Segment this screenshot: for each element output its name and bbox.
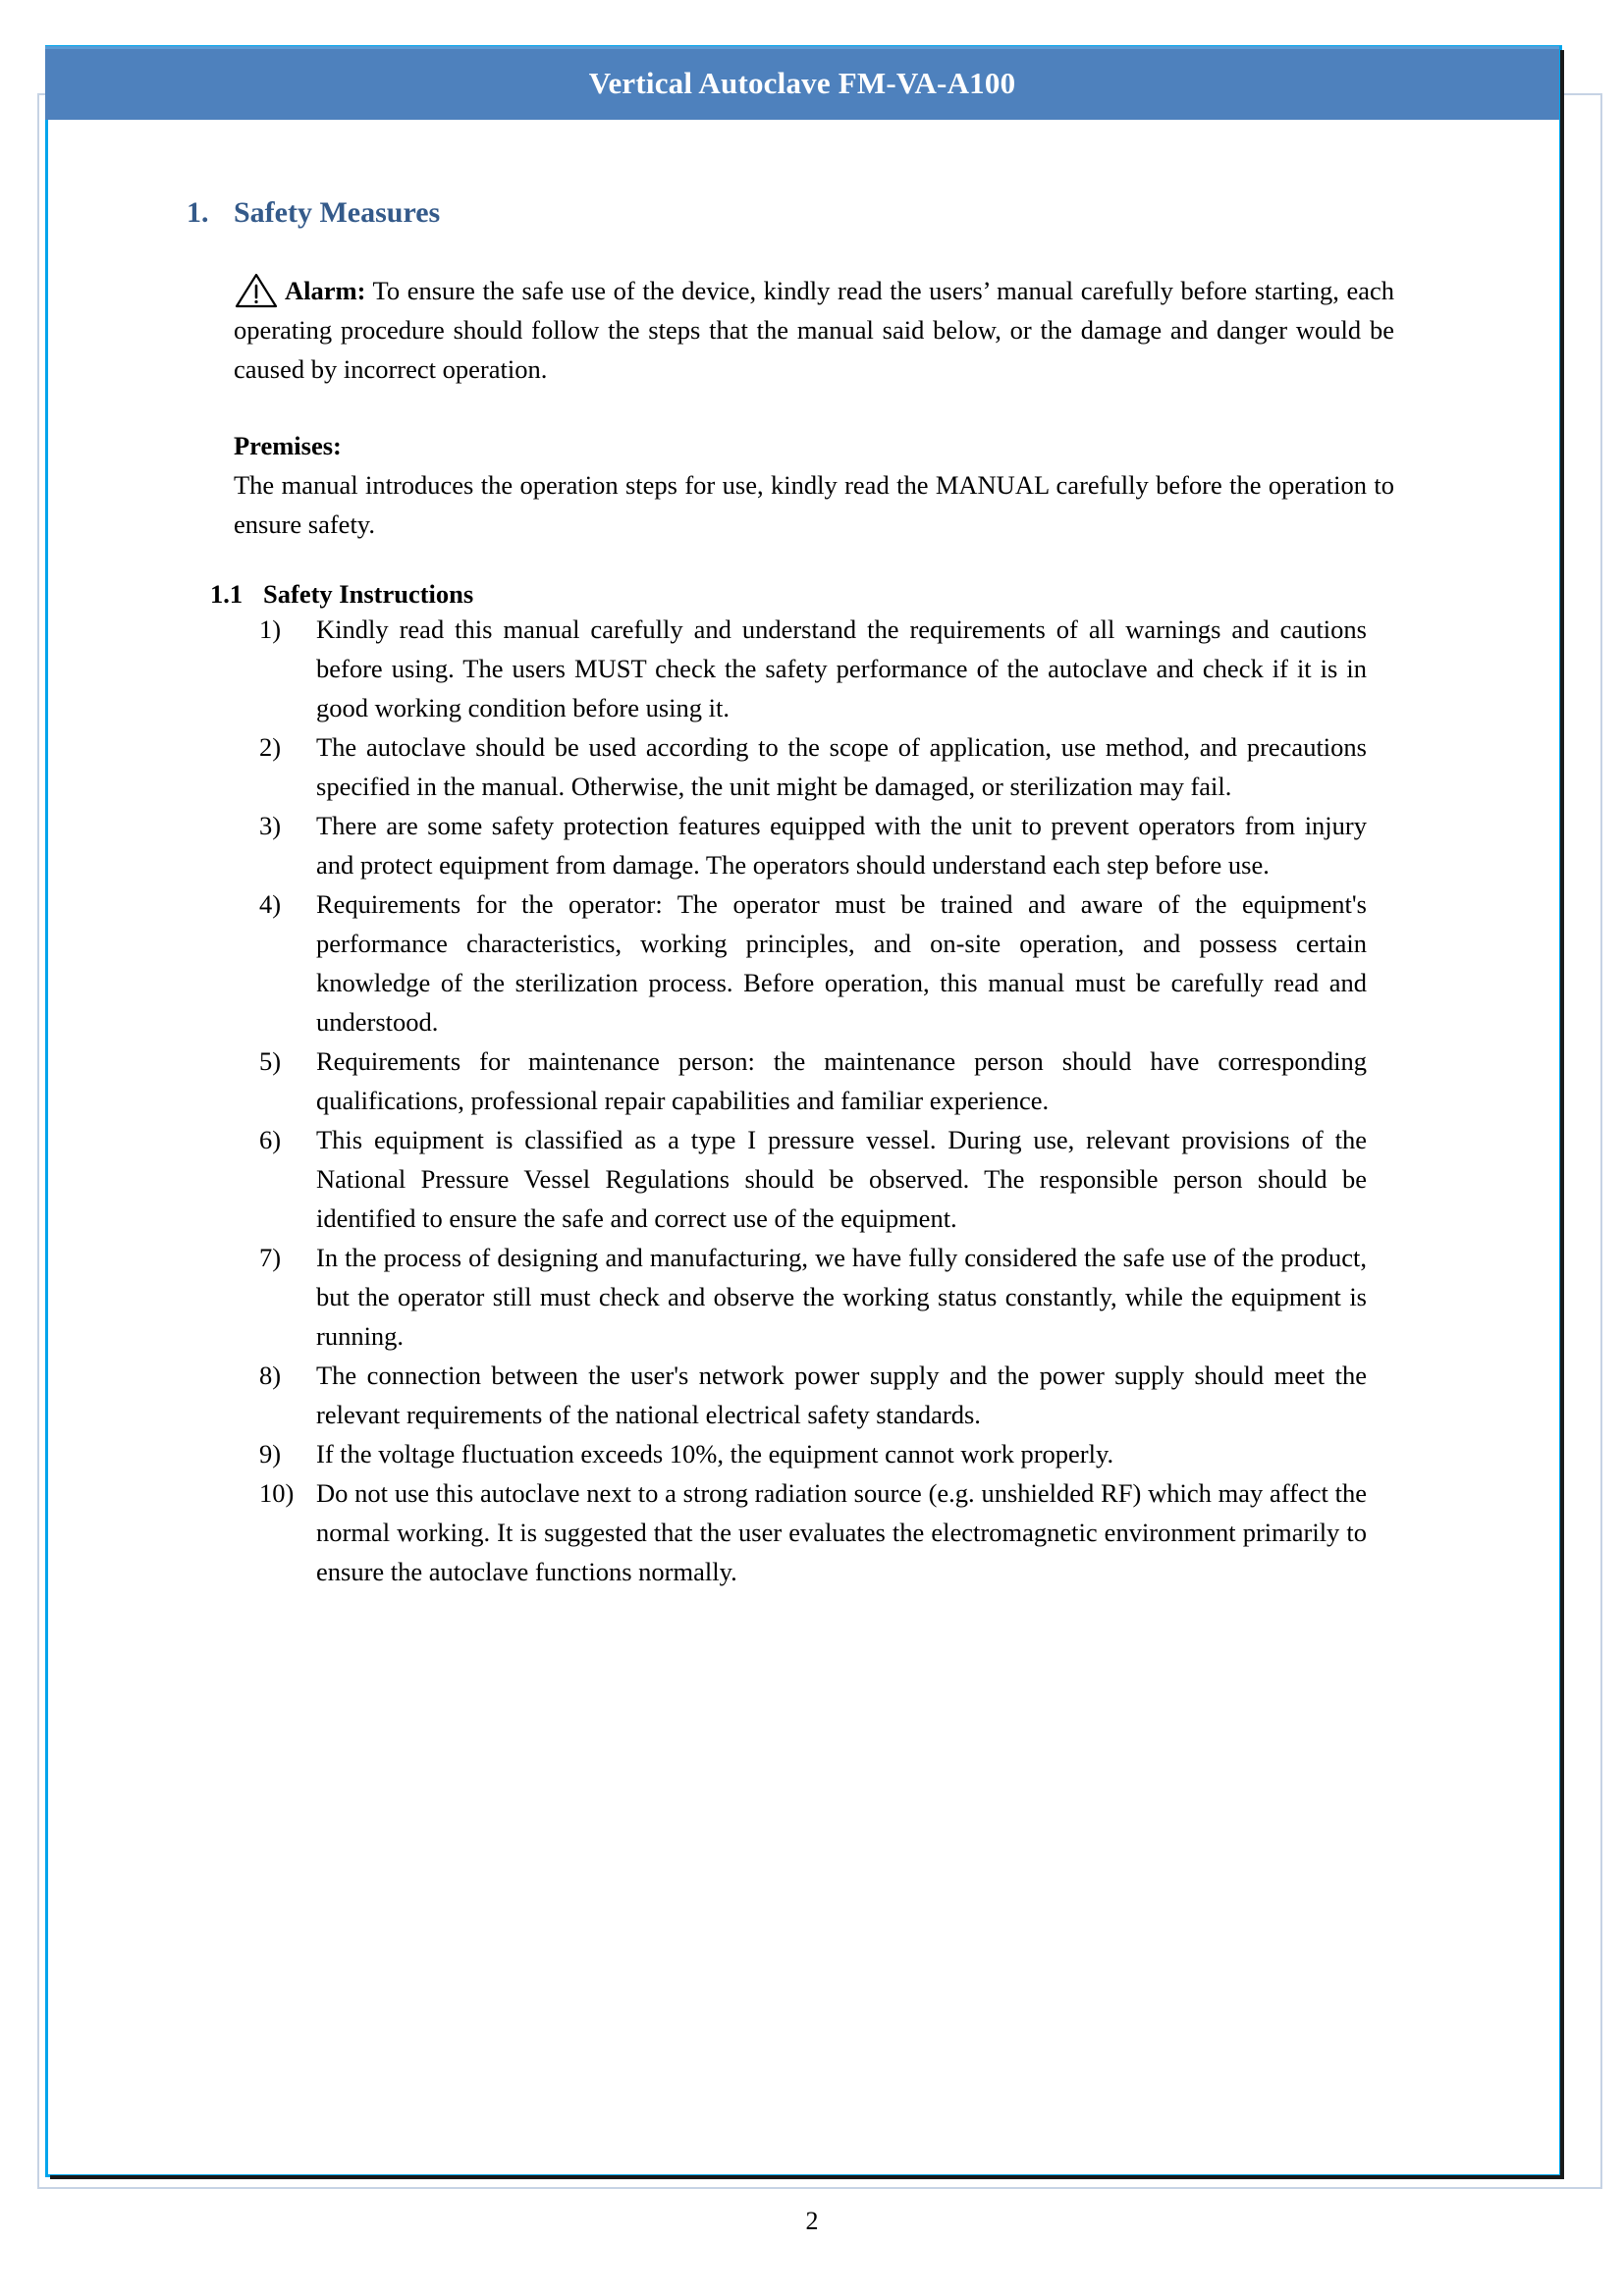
list-item-text: There are some safety protection features equipped with the unit to prevent operators from injury and protect equipment from damage. The operators should understand each step before use. xyxy=(316,811,1367,880)
list-item-marker: 3) xyxy=(259,811,282,840)
section-body xyxy=(234,271,1394,544)
list-item-text: Requirements for the operator: The operator must be trained and aware of the equipment's performance characteristics, working principles, and on-site operation, and possess certain knowledge of the sterilization process. Before operation, this manual must be carefully read and understood. xyxy=(316,889,1367,1037)
list-item-marker: 1) xyxy=(259,614,282,644)
alarm-label: Alarm: xyxy=(285,276,366,305)
subsection-heading xyxy=(210,579,1463,610)
list-item-text: This equipment is classified as a type I pressure vessel. During use, relevant provisions of the National Pressure Vessel Regulations should be observed. The responsible person should be identified to ensure the safe and correct use of the equipment. xyxy=(316,1125,1367,1233)
list-item-marker: 6) xyxy=(259,1125,282,1154)
list-item xyxy=(259,1473,1367,1591)
list-item-marker: 10) xyxy=(259,1478,295,1508)
list-item-text: In the process of designing and manufacturing, we have fully considered the safe use of the product, but the operator still must check and observe the working status constantly, while the equipment is running. xyxy=(316,1243,1367,1351)
section-number: 1. xyxy=(187,196,209,229)
premises-text: The manual introduces the operation steps for use, kindly read the MANUAL carefully before the operation to ensure safety. xyxy=(234,470,1394,539)
list-item xyxy=(259,1356,1367,1434)
list-item xyxy=(259,610,1367,727)
list-item xyxy=(259,1041,1367,1120)
list-item-marker: 5) xyxy=(259,1046,282,1076)
list-item-text: The connection between the user's network power supply and the power supply should meet the relevant requirements of the national electrical safety standards. xyxy=(316,1361,1367,1429)
section-heading xyxy=(187,196,1463,230)
list-item-text: The autoclave should be used according to the scope of application, use method, and precautions specified in the manual. Otherwise, the unit might be damaged, or sterilization may fail. xyxy=(316,732,1367,801)
warning-triangle-icon xyxy=(234,272,279,309)
list-item-marker: 9) xyxy=(259,1439,282,1468)
list-item xyxy=(259,1120,1367,1238)
list-item xyxy=(259,1434,1367,1473)
list-item-marker: 4) xyxy=(259,889,282,919)
alarm-paragraph xyxy=(234,271,1394,389)
list-item-text: Do not use this autoclave next to a strong radiation source (e.g. unshielded RF) which may affect the normal working. It is suggested that the user evaluates the electromagnetic environment primarily to ensure the autoclave functions normally. xyxy=(316,1478,1367,1586)
subsection-number: 1.1 xyxy=(210,579,244,609)
list-item-text: Requirements for maintenance person: the maintenance person should have corresponding qualifications, professional repair capabilities and familiar experience. xyxy=(316,1046,1367,1115)
page-content xyxy=(187,196,1463,1591)
list-item-text: If the voltage fluctuation exceeds 10%, the equipment cannot work properly. xyxy=(316,1439,1114,1468)
list-item-text: Kindly read this manual carefully and understand the requirements of all warnings and cautions before using. The users MUST check the safety performance of the autoclave and check if it is in good working condition before using it. xyxy=(316,614,1367,722)
list-item xyxy=(259,806,1367,884)
list-item-marker: 8) xyxy=(259,1361,282,1390)
alarm-text: To ensure the safe use of the device, kindly read the users’ manual carefully before starting, each operating procedure should follow the steps that the manual said below, or the damage and danger would be caused by incorrect operation. xyxy=(234,276,1394,384)
list-item-marker: 7) xyxy=(259,1243,282,1272)
list-item-marker: 2) xyxy=(259,732,282,762)
list-item xyxy=(259,727,1367,806)
premises-label: Premises: xyxy=(234,431,342,460)
banner-top-highlight xyxy=(45,46,1559,49)
page-number: 2 xyxy=(805,2207,819,2235)
safety-instructions-list xyxy=(259,610,1367,1591)
document-header-banner xyxy=(45,46,1559,120)
subsection-title-text: Safety Instructions xyxy=(263,579,474,609)
document-title: Vertical Autoclave FM-VA-A100 xyxy=(588,65,1016,100)
premises-block xyxy=(234,426,1394,544)
list-item xyxy=(259,884,1367,1041)
list-item xyxy=(259,1238,1367,1356)
section-title-text: Safety Measures xyxy=(234,196,441,229)
